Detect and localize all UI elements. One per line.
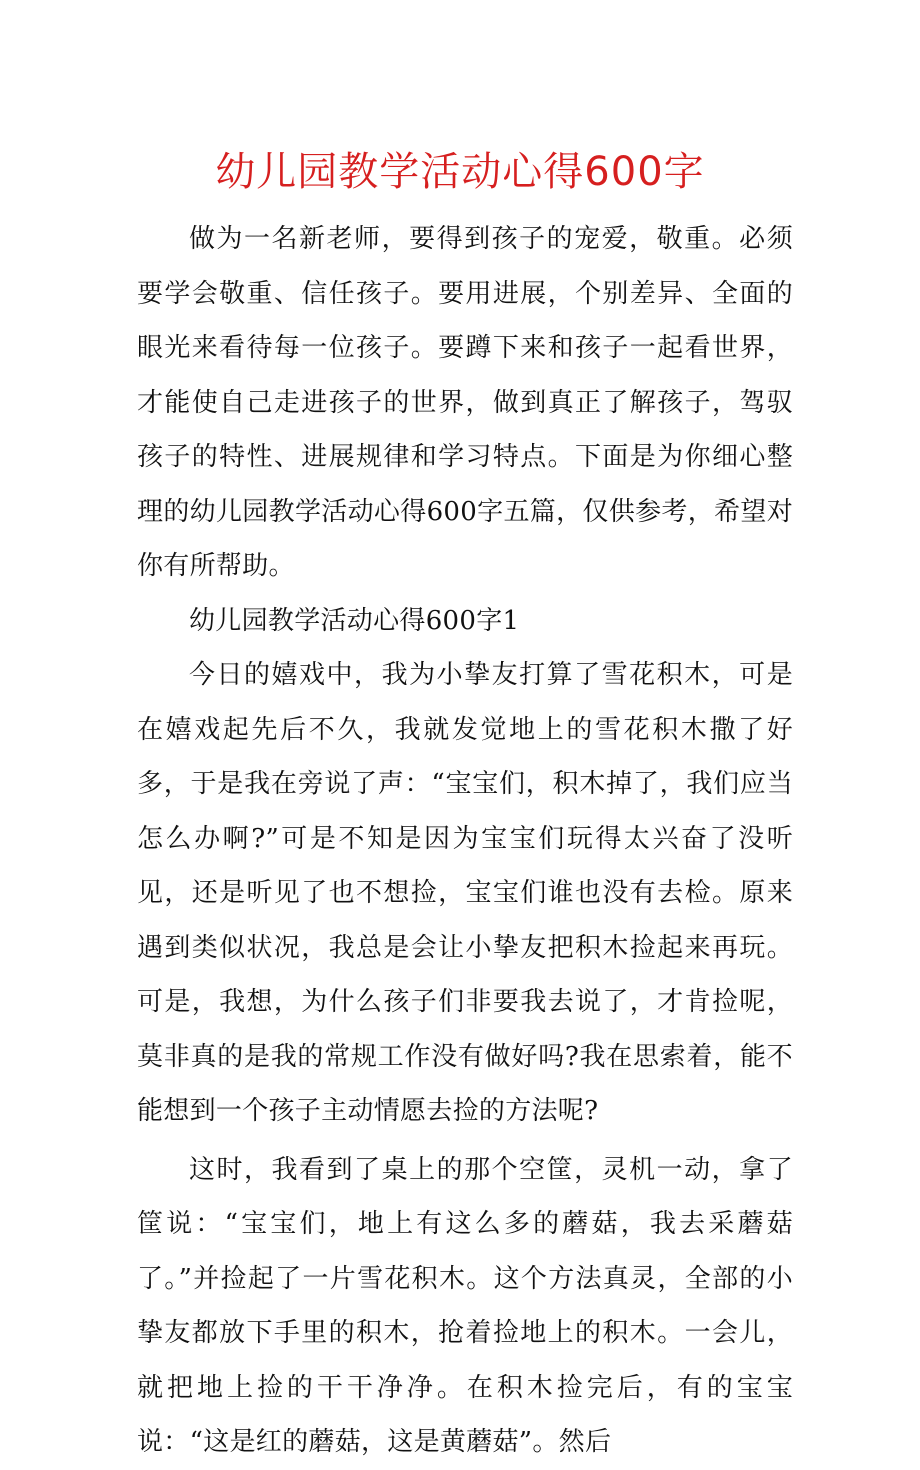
intro-paragraph: 做为一名新老师，要得到孩子的宠爱，敬重。必须要学会敬重、信任孩子。要用进展，个别差异、全面的眼光来看待每一位孩子。要蹲下来和孩子一起看世界，才能使自己走进孩子的世界，做到真正了解孩子，驾驭孩子的特性、进展规律和学习特点。下面是为你细心整理的幼儿园教学活动心得600字五篇，仅供参考，希望对你有所帮助。 [137, 224, 793, 581]
document-body [137, 212, 793, 1470]
body-paragraph-2: 这时，我看到了桌上的那个空筐，灵机一动，拿了筐说：“宝宝们，地上有这么多的蘑菇，我去采蘑菇了。”并捡起了一片雪花积木。这个方法真灵，全部的小挚友都放下手里的积木，抢着捡地上的积木。一会儿，就把地上捡的干干净净。在积木捡完后，有的宝宝说：“这是红的蘑菇，这是黄蘑菇”。然后 [137, 1154, 793, 1457]
body-paragraph-1: 今日的嬉戏中，我为小挚友打算了雪花积木，可是在嬉戏起先后不久，我就发觉地上的雪花积木撒了好多，于是我在旁说了声：“宝宝们，积木掉了，我们应当怎么办啊?”可是不知是因为宝宝们玩得太兴奋了没听见，还是听见了也不想捡，宝宝们谁也没有去检。原来遇到类似状况，我总是会让小挚友把积木捡起来再玩。可是，我想，为什么孩子们非要我去说了，才肯捡呢，莫非真的是我的常规工作没有做好吗?我在思索着，能不能想到一个孩子主动情愿去捡的方法呢? [137, 660, 793, 1126]
section-heading: 幼儿园教学活动心得600字1 [189, 605, 520, 636]
page-title: 幼儿园教学活动心得600字 [215, 149, 705, 195]
